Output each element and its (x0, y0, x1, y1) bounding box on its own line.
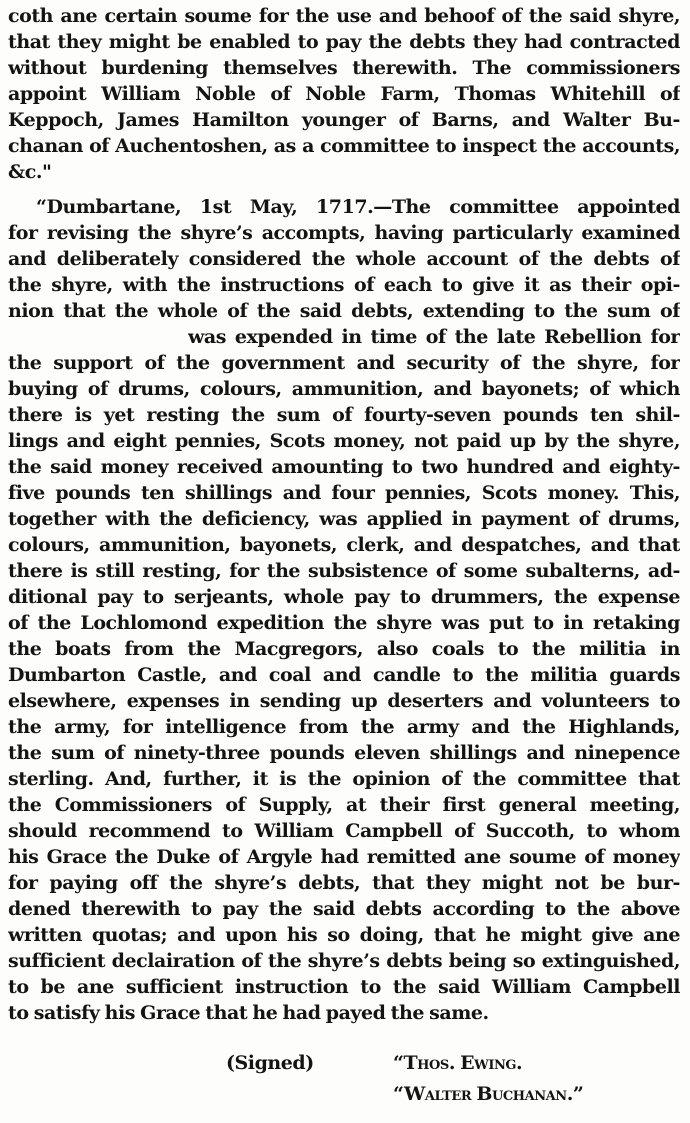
text-line: that they might be enabled to pay the debts they had contracted (8, 31, 680, 53)
text-line: buying of drums, colours, ammunition, and bayonets; of which (8, 378, 680, 400)
text-line: chanan of Auchentoshen, as a committee to inspect the accounts, (8, 135, 680, 157)
text-line: Dumbarton Castle, and coal and candle to the militia guards (8, 664, 680, 686)
text-line: the shyre, with the instructions of each to give it as their opi- (8, 274, 680, 296)
text-line: colours, ammunition, bayonets, clerk, and despatches, and that (8, 534, 680, 556)
text-line: for revising the shyre’s accompts, having particularly examined (8, 222, 680, 244)
signer-name: “Walter Buchanan.” (393, 1083, 584, 1105)
text-line: sterling. And, further, it is the opinion of the committee that (8, 768, 680, 790)
text-line: to be ane sufficient instruction to the said William Campbell (8, 976, 680, 998)
text-line: the said money received amounting to two hundred and eighty- (8, 456, 680, 478)
text-line: ditional pay to serjeants, whole pay to drummers, the expense (8, 586, 680, 608)
text-line: coth ane certain soume for the use and behoof of the said shyre, (8, 5, 680, 27)
text-line: of the Lochlomond expedition the shyre was put to in retaking (8, 612, 680, 634)
text-line: should recommend to William Campbell of Succoth, to whom (8, 820, 680, 842)
text-line: to satisfy his Grace that he had payed the same. (8, 1002, 489, 1024)
text-line: appoint William Noble of Noble Farm, Thomas Whitehill of (8, 83, 680, 105)
text-line: there is still resting, for the subsistence of some subalterns, ad- (8, 560, 680, 582)
text-line: the sum of ninety-three pounds eleven shillings and ninepence (8, 742, 680, 764)
text-line: the army, for intelligence from the army and the Highlands, (8, 716, 680, 738)
text-line: five pounds ten shillings and four pennies, Scots money. This, (8, 482, 680, 504)
text-line: there is yet resting the sum of fourty-seven pounds ten shil- (8, 404, 680, 426)
text-line: was expended in time of the late Rebellion for (188, 326, 680, 348)
text-line: together with the deficiency, was applied in payment of drums, (8, 508, 680, 530)
text-line: written quotas; and upon his so doing, that he might give ane (8, 924, 680, 946)
text-line: the boats from the Macgregors, also coals to the militia in (8, 638, 680, 660)
text-line: nion that the whole of the said debts, extending to the sum of (8, 300, 680, 322)
text-line: the support of the government and security of the shyre, for (8, 352, 680, 374)
signer-name: “Thos. Ewing. (393, 1052, 523, 1074)
text-line: elsewhere, expenses in sending up deserters and volunteers to (8, 690, 680, 712)
signed-label: (Signed) (226, 1052, 314, 1074)
text-line: lings and eight pennies, Scots money, not paid up by the shyre, (8, 430, 680, 452)
text-line: “Dumbartane, 1st May, 1717.—The committee appointed (36, 196, 680, 218)
text-line: without burdening themselves therewith. The commissioners (8, 57, 680, 79)
text-line: for paying off the shyre’s debts, that they might not be bur- (8, 872, 680, 894)
text-line: the Commissioners of Supply, at their first general meeting, (8, 794, 680, 816)
text-line: Keppoch, James Hamilton younger of Barns, and Walter Bu- (8, 109, 680, 131)
text-line: sufficient declairation of the shyre’s debts being so extinguished, (8, 950, 680, 972)
text-line: &c." (8, 161, 52, 183)
text-line: his Grace the Duke of Argyle had remitted ane soume of money (8, 846, 680, 868)
text-line: dened therewith to pay the said debts according to the above (8, 898, 680, 920)
text-line: and deliberately considered the whole account of the debts of (8, 248, 680, 270)
